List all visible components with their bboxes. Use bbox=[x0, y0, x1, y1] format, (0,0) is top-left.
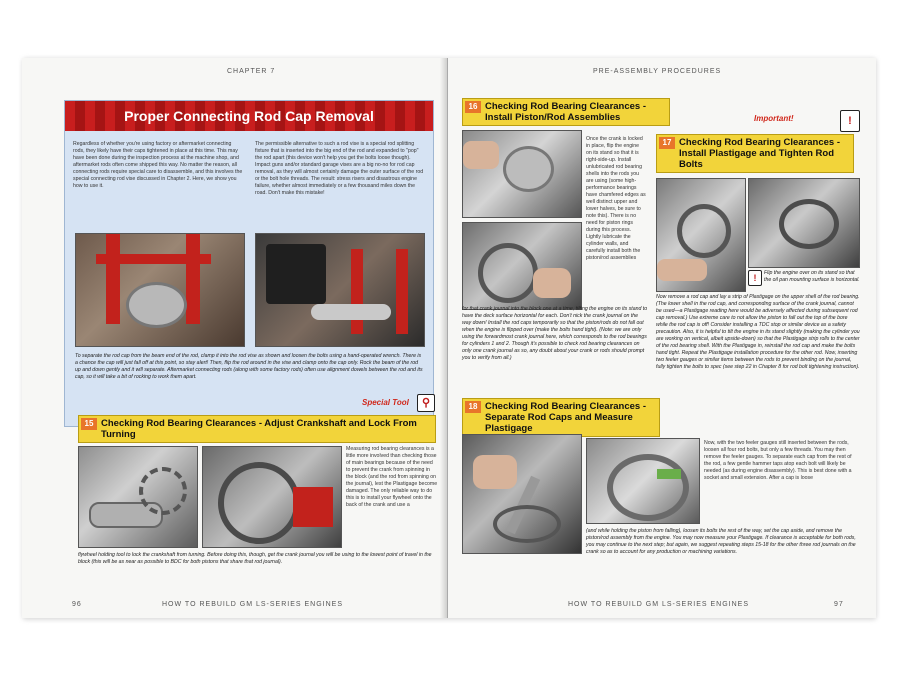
step-16-number: 16 bbox=[465, 101, 481, 113]
step-15-photo-2 bbox=[202, 446, 342, 548]
step-16-photo-1 bbox=[462, 130, 582, 218]
magnifier-icon: ⚲ bbox=[417, 394, 435, 412]
step-18-text: Now, with the two feeler gauges still inserted between the rods, loosen all four rod bolts, but only a few threads. You may then remove the feeler gauges. To separate each cap from the rest of the rod, a few gentle hammer taps atop each bolt will likely be needed (as during engine disassembly). This is best done with a socket and small extension. After a cap is loose bbox=[704, 440, 852, 481]
step-15-heading bbox=[78, 415, 436, 443]
step-17-note: Flip the engine over on its stand so that the oil pan mounting surface is horizontal. bbox=[764, 270, 860, 283]
sidebar-text-col2: The permissible alternative to such a rod vise is a special rod splitting fixture that is inserted into the big end of the rod and expanded to "pop" the rod apart (this device won't help you get the bolts loose though). Impact guns and/or standard garage vises are a big no-no for rod cap removal, as they will almost certainly damage the outer surface of the rod or the bolt hole threads. The result: stress risers and disastrous engine failure, whether almost immediately or a few thousand miles down the road. Don't make this mistake! bbox=[255, 141, 424, 196]
step-16-heading bbox=[462, 98, 670, 126]
step-15-text-cont: flywheel holding tool to lock the crankshaft from turning. Before doing this, though, get the crank journal you will be using to the lowest point of travel in the block (this will be as near as possible to BDC for both pistons that share that rod journal). bbox=[78, 552, 432, 565]
sidebar-text-col1: Regardless of whether you're using factory or aftermarket connecting rods, they likely have their caps tightened in place at this time. This may have been done during the inspection process at the machine shop, and aftermarket rods often come shipped this way. No matter the reason, all connecting rods require special care to disassemble, and this involves the special connecting rod vise discussed in Chapter 2. Here, we show you how to use it. bbox=[73, 141, 243, 189]
rod-vise-photo-1 bbox=[75, 233, 245, 347]
step-16-text: Once the crank is locked in place, flip the engine on its stand so that it is right-side-up. Install unlubricated rod bearing shells into the rods you are using (some high-performance bearings have chamfered edges as well distinct upper and lower halves, be sure to note this). There is no need for piston rings during this process. Lightly lubricate the cylinder walls, and carefully install both the piston/rod assemblies bbox=[586, 136, 646, 261]
step-15-number: 15 bbox=[81, 418, 97, 430]
step-15-photo-1 bbox=[78, 446, 198, 548]
step-17-heading bbox=[656, 134, 854, 173]
running-foot-right: HOW TO REBUILD GM LS-SERIES ENGINES bbox=[568, 601, 749, 608]
left-page bbox=[22, 58, 448, 618]
page-number-right: 97 bbox=[834, 601, 844, 608]
step-17-number: 17 bbox=[659, 137, 675, 149]
warning-icon: ! bbox=[748, 270, 762, 286]
step-18-photo-2 bbox=[586, 438, 700, 524]
step-18-number: 18 bbox=[465, 401, 481, 413]
running-head: CHAPTER 7 bbox=[227, 68, 276, 75]
important-tag: Important! bbox=[754, 114, 794, 123]
step-18-photo-1 bbox=[462, 434, 582, 554]
step-18-text-cont: (and while holding the piston from falling), loosen its bolts the rest of the way, set the cap aside, and remove the piston/rod assembly from the engine. You may now measure your Plastigage. If clearance is acceptable for both rods, you may continue to the next step; but again, we suggest repeating steps 15-18 for the other three rod journals on the crank so as to account for any production or machining variations. bbox=[586, 528, 856, 555]
step-17-photo-1 bbox=[656, 178, 746, 292]
step-16-text-cont: for that crank journal into the block one at a time, tilting the engine on its stand to have the deck surface horizontal for each. Don't nick the crank journal on the way down! Install the rod caps temporarily so that the piston/rods do not fall out when the engine is flipped over (make the bolts hand tight). (Note: we are only using the forwardmost crank journal here, which corresponds to the rod bearings for cylinders 1 and 2. Though it's possible to check rod bearing clearances on only one crank journal as so, any doubt about your crank or rods should prompt you to verify from all.) bbox=[462, 306, 648, 361]
sidebar-caption: To separate the rod cap from the beam end of the rod, clamp it into the rod vise as shown and loosen the bolts using a hand-operated wrench. There is a chance the cap will just fall off at this point, so stay alert! Then, flip the rod around in the vise and clamp onto the cap only. Rock the beam of the rod up and down gently and it will separate. Aftermarket connecting rods (along with some factory rods) often use alignment dowels between the rod and its cap, so it will take a bit of rocking to work them apart. bbox=[75, 353, 423, 380]
sidebar-rod-cap-removal bbox=[64, 100, 434, 427]
step-16-photo-2 bbox=[462, 222, 582, 310]
running-foot-left: HOW TO REBUILD GM LS-SERIES ENGINES bbox=[162, 601, 343, 608]
right-page bbox=[448, 58, 876, 618]
step-18-title: Checking Rod Bearing Clearances - Separate Rod Caps and Measure Plastigage bbox=[485, 401, 647, 434]
step-17-title: Checking Rod Bearing Clearances - Install Plastigage and Tighten Rod Bolts bbox=[679, 137, 841, 170]
special-tool-tag: Special Tool bbox=[362, 398, 409, 407]
running-head-right: PRE-ASSEMBLY PROCEDURES bbox=[593, 68, 722, 75]
sidebar-title: Proper Connecting Rod Cap Removal bbox=[65, 101, 433, 131]
step-18-heading bbox=[462, 398, 660, 437]
rod-vise-photo-2 bbox=[255, 233, 425, 347]
exclamation-icon: ! bbox=[840, 110, 860, 132]
page-number-left: 96 bbox=[72, 601, 82, 608]
step-16-title: Checking Rod Bearing Clearances - Install Piston/Rod Assemblies bbox=[485, 101, 647, 123]
step-17-text: Now remove a rod cap and lay a strip of Plastigage on the upper shell of the rod bearing. (The lower shell in the rod cap, and corresponding surface of the crank journal, cannot be used—a Plastigage reading here would be adversely affected during subsequent rod cap removal.) Use extreme care to not allow the piston to fall out the top of the bore while the rod cap is off! Consider installing a TDC stop or similar device as a safety precaution. Also, it is helpful to tilt the engine in its stand slightly (making the cylinder you are working on vertical, albeit upside-down) so that the Plastigage strip rolls to the center of the rod bearing shell. With the Plastigage in, reinstall the rod cap and make the bolts hand tight. Repeat the Plastigage installation procedure for the other rod. Now, inserting two feeler gauges or similar items between the rods to prevent binding on the journal, fully tighten the bolts to spec (see step 22 in Chapter 8 for rod bolt tightening instruction). bbox=[656, 294, 860, 370]
step-15-text: Measuring rod bearing clearances is a little more involved than checking those of main bearings because of the need to prevent the crank from spinning in the block (and the rod from spinning on the journal), lest the Plastigage become damaged. The only reliable way to do this is to install your flywheel onto the back of the crank and use a bbox=[346, 446, 438, 508]
step-17-photo-2 bbox=[748, 178, 860, 268]
step-15-title: Checking Rod Bearing Clearances - Adjust Crankshaft and Lock From Turning bbox=[101, 418, 417, 440]
